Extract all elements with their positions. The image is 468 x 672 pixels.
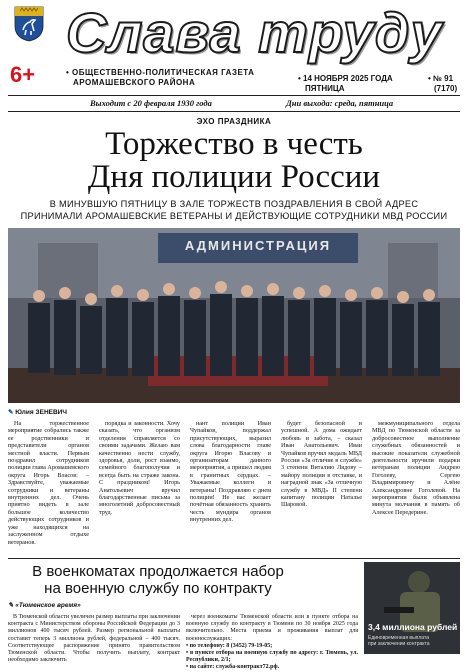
article-column-1: На торжественное мероприятие собрались также ее родственники и представители органов местной власти. Первым поздравил сотрудников полиции глава Аромашевского округа Игорь Власов: – Здравствуйте, уважаемые сотрудники и ветераны внутренних дел. Очень приятно видеть в зале большое количество действующих сотрудников и уже находящихся на заслуженном отдыхе ветеранов.	[8, 420, 89, 546]
contact-site: • на сайте: служба-контракт72.рф.	[186, 664, 280, 671]
article-lead: В МИНУВШУЮ ПЯТНИЦУ В ЗАЛЕ ТОРЖЕСТВ ПОЗДРАВЛЕНИЯ В СВОЙ АДРЕС ПРИНИМАЛИ АРОМАШЕВСКИЕ ВЕТЕРАНЫ И ДЕЙСТВУЮЩИЕ СОТРУДНИКИ МВД РОССИИ	[20, 199, 448, 221]
publication-days: Дни выхода: среда, пятница	[286, 98, 394, 108]
ad-caption: Единовременная выплата при заключении контракта	[368, 635, 430, 647]
issue-date: • 14 НОЯБРЯ 2025 ГОДА ПЯТНИЦА	[298, 74, 393, 93]
article-column-4: будет безопасной и успешной. А дома ожидает любовь и забота, – сказал Иван Анатольевич. Иван Чупайков вручил медаль МВД России «За отличие в службе» 3 степени Виталию Лядову – майору полиции в отставке, и наградной знак «За отличную службу в МВД» II степени капитану полиции Наталье Шаровой.	[281, 420, 362, 509]
recruitment-ad	[364, 562, 460, 654]
recruitment-column-1: В Тюменской области увеличен размер выплаты при заключении контракта с Министерством обороны Российской Федерации до 3 миллионов 400 тысяч рублей. Размер региональной выплаты составит теперь 3 миллиона рублей, федеральной – 400 тысяч. Соответствующее распоряжение принято правительством Тюменской области. Чтобы получить выплату, контракт необходимо заключить	[8, 614, 180, 664]
pen-icon: ✎	[8, 602, 14, 609]
recruitment-column-2: через военкоматы Тюменской области или в пункте отбора на военную службу по контракту в Тюмени по 30 ноября 2025 года включительно. Места приема и проживания выплат для военнослужащих: • по телефону: 8 (3452) 79-19-05; • в пункте отбора на военную службу по адресу: г. Тюмень, ул. Республики, 2/1; • на сайте: служба-контракт72.рф.	[186, 614, 358, 671]
masthead-title: Слава труду	[66, 1, 443, 64]
photo-banner-text: АДМИНИСТРАЦИЯ	[184, 238, 332, 253]
photo-illustration	[8, 228, 460, 403]
pen-icon: ✎	[8, 409, 14, 416]
section-label: ЭХО ПРАЗДНИКА	[196, 117, 272, 126]
divider	[8, 111, 460, 112]
divider	[8, 558, 460, 559]
newspaper-subtitle: • ОБЩЕСТВЕННО-ПОЛИТИЧЕСКАЯ ГАЗЕТА АРОМАШЕВСКОГО РАЙОНА	[66, 68, 255, 87]
founded-note: Выходит с 20 февраля 1930 года	[90, 98, 212, 108]
article-column-2: порядка и законности. Хочу сказать, что организм отделения справляется со своими задачами. Желаю вам качественно нести службу, здоровья, доли, рост взаимо, семейного благополучия и всегда быть на страже закона. С праздником! Игорь Анатольевич вручил благодарственные письма за многолетний добросовестный труд.	[99, 420, 180, 516]
issue-number: • № 91 (7170)	[428, 74, 458, 93]
recruitment-source: ✎ «Тюменское время»	[8, 602, 81, 609]
contact-phone: • по телефону: 8 (3452) 79-19-05;	[186, 642, 273, 649]
article-column-5: межмуниципального отдела МВД по Тюменской области за добросовестное выполнение служебных обязанностей и высокие показатели служебной деятельности вручили подарки ветеранам полиции Андрею Гоголеву, Сергею Владимировичу и Алёне Александровне Гоголевой. На мероприятии были объявлена минута молчания в память об Алексее Передерине.	[372, 420, 460, 516]
ad-amount: 3,4 миллиона рублей	[368, 622, 458, 632]
article-headline: Торжество в честь Дня полиции России	[87, 126, 381, 195]
article-column-3: нант полиции Иван Чупайков, поддержал присутствующих, выразил слова благодарности главе округа Игорю Власову и организаторам данного мероприятия, а пришел людям в гранитных сердцах. – Уважаемые коллеги и ветераны! Поздравляю с днем полиции! Не вас желает почётная обязанность хранить честь мундира органов внутренних дел.	[190, 420, 271, 524]
article-author: ✎ Юлия ЗЕНЕВИЧ	[8, 409, 67, 416]
age-rating: 6+	[10, 62, 36, 87]
recruitment-headline: В военкоматах продолжается набор на военную службу по контракту	[32, 563, 284, 597]
contact-address: • в пункте отбора на военную службу по адресу: г. Тюмень, ул. Республики, 2/1;	[186, 650, 358, 664]
group-photo	[8, 228, 460, 403]
coat-of-arms-icon	[14, 6, 44, 42]
divider	[8, 95, 460, 96]
